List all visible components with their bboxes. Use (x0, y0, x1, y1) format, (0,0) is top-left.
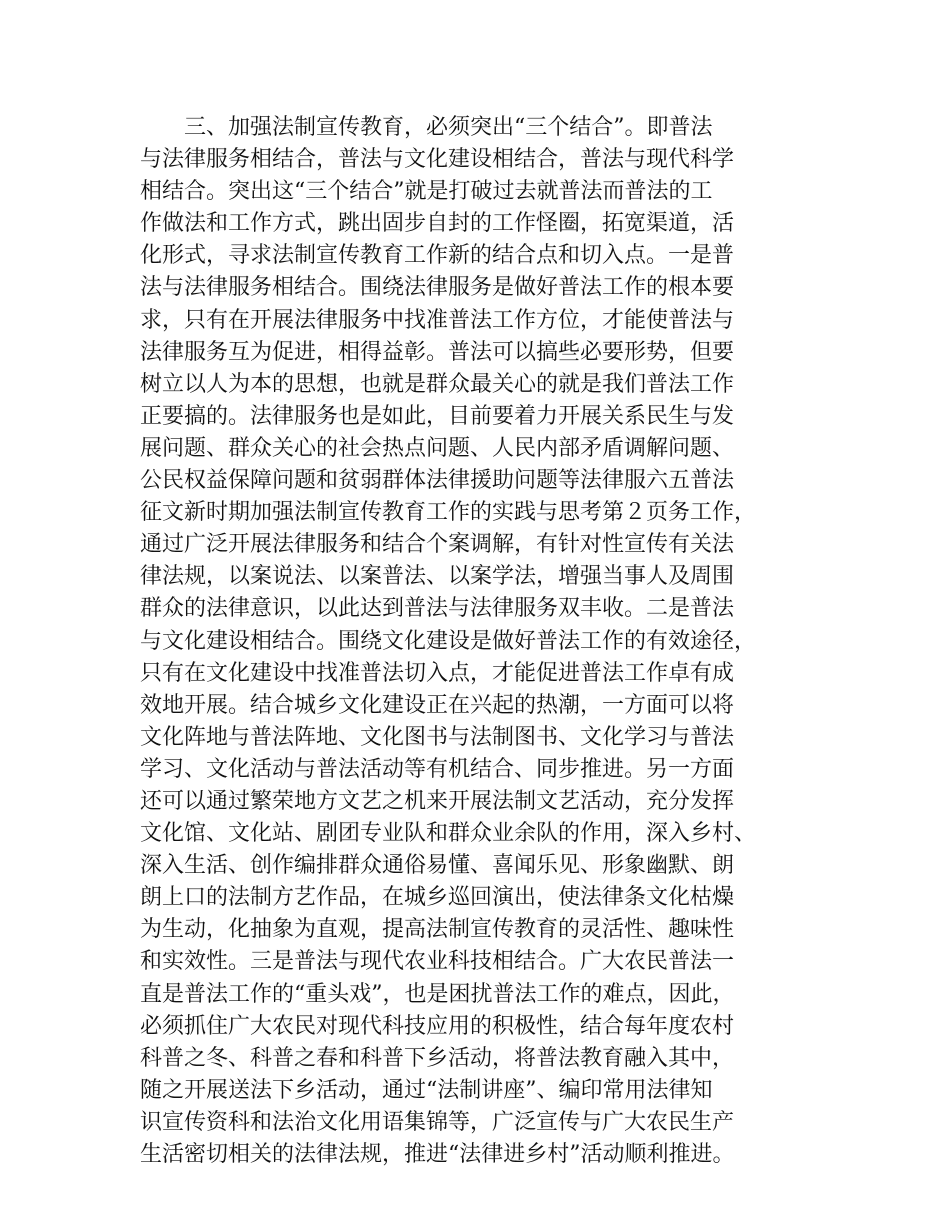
body-paragraph: 三、加强法制宣传教育，必须突出“三个结合”。即普法 与法律服务相结合，普法与文化建设相结合，普法与现代科学 相结合。突出这“三个结合”就是打破过去就普法而普法的工 作做法和工作方式，跳出固步自封的工作怪圈，拓宽渠道，活 化形式，寻求法制宣传教育工作新的结合点和切入点。一是普 法与法律服务相结合。围绕法律服务是做好普法工作的根本要 求，只有在开展法律服务中找准普法工作方位，才能使普法与 法律服务互为促进，相得益彰。普法可以搞些必要形势，但要 树立以人为本的思想，也就是群众最关心的就是我们普法工作 正要搞的。法律服务也是如此，目前要着力开展关系民生与发 展问题、群众关心的社会热点问题、人民内部矛盾调解问题、 公民权益保障问题和贫弱群体法律援助问题等法律服六五普法 征文新时期加强法制宣传教育工作的实践与思考第２页务工作， 通过广泛开展法律服务和结合个案调解，有针对性宣传有关法 律法规，以案说法、以案普法、以案学法，增强当事人及周围 群众的法律意识，以此达到普法与法律服务双丰收。二是普法 与文化建设相结合。围绕文化建设是做好普法工作的有效途径， 只有在文化建设中找准普法切入点，才能促进普法工作卓有成 效地开展。结合城乡文化建设正在兴起的热潮，一方面可以将 文化阵地与普法阵地、文化图书与法制图书、文化学习与普法 学习、文化活动与普法活动等有机结合、同步推进。另一方面 还可以通过繁荣地方文艺之机来开展法制文艺活动，充分发挥 文化馆、文化站、剧团专业队和群众业余队的作用，深入乡村、 深入生活、创作编排群众通俗易懂、喜闻乐见、形象幽默、朗 朗上口的法制方艺作品，在城乡巡回演出，使法律条文化枯燥 为生动，化抽象为直观，提高法制宣传教育的灵活性、趣味性 和实效性。三是普法与现代农业科技相结合。广大农民普法一 直是普法工作的“重头戏”，也是困扰普法工作的难点，因此， 必须抓住广大农民对现代科技应用的积极性，结合每年度农村 科普之冬、科普之春和科普下乡活动，将普法教育融入其中， 随之开展送法下乡活动，通过“法制讲座”、编印常用法律知 识宣传资科和法治文化用语集锦等，广泛宣传与广大农民生产 生活密切相关的法律法规，推进“法律进乡村”活动顺利推进。 (140, 115, 757, 1167)
